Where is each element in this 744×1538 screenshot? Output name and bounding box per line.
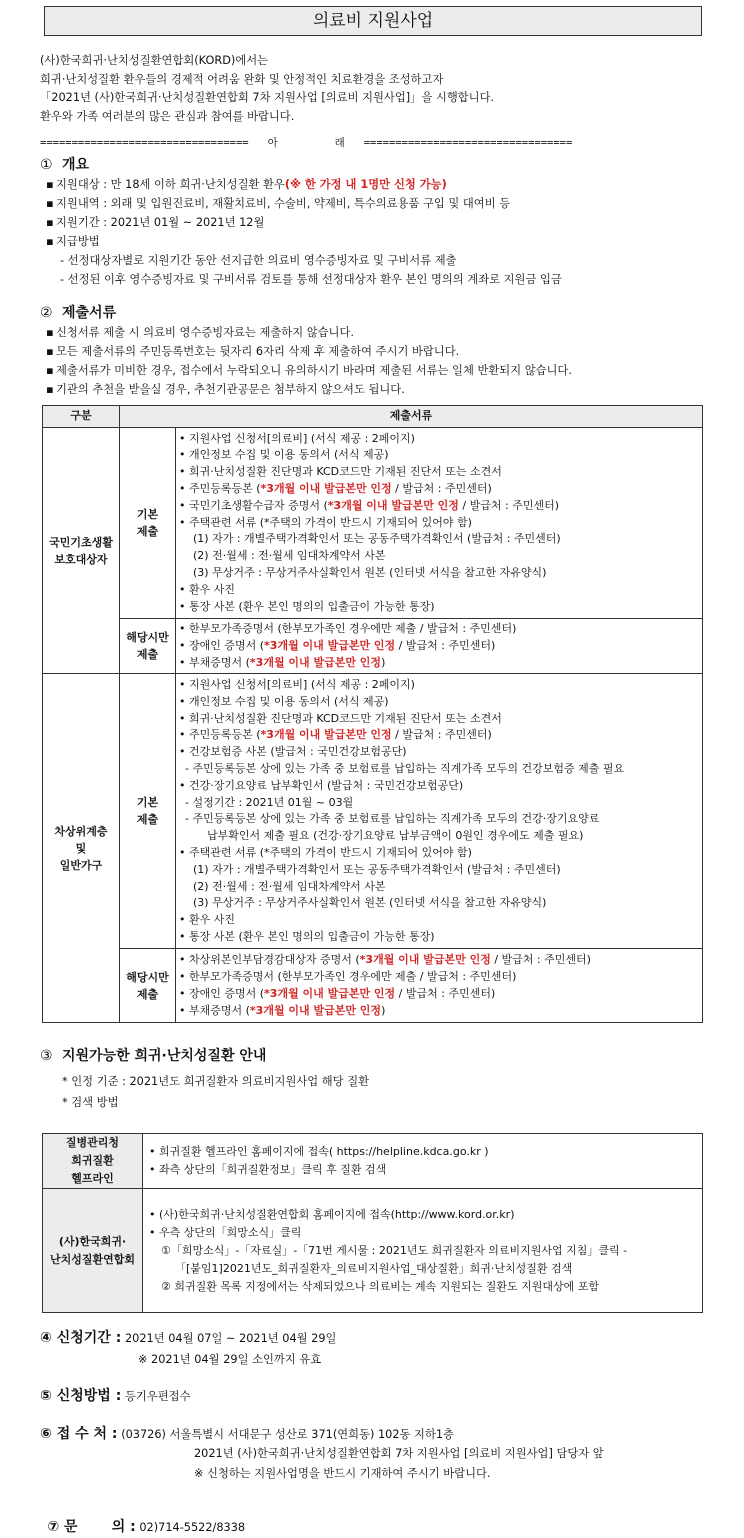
conditional-submit-list: • 차상위본인부담경감대상자 증명서 (*3개월 이내 발급본만 인정 / 발급처 : 주민센터) • 한부모가족증명서 (한부모가족인 경우에만 제출 / 발급처 : 주민센터) • 장애인 증명서 (*3개월 이내 발급본만 인정 / 발급처 : 주민센터) • 부채증명서 (*3개월 이내 발급본만 인정) [176, 949, 703, 1023]
basic-submit-label: 기본 제출 [120, 674, 176, 949]
header-documents: 제출서류 [120, 406, 703, 428]
overview-method-1: - 선정대상자별로 지원기간 동안 선지급한 의료비 영수증빙자료 및 구비서류 제출 [60, 254, 457, 267]
section-heading: ③ 지원가능한 희귀·난치성질환 안내 [40, 1048, 267, 1064]
divider: ================================= 아 래 ================================= [40, 137, 573, 149]
section-diseases [40, 1046, 266, 1066]
intro-line: 환우와 가족 여러분의 많은 관심과 참여를 바랍니다. [40, 109, 295, 123]
documents-table [42, 405, 703, 1023]
section-documents [40, 303, 572, 399]
doc-note: ▪ 제출서류가 미비한 경우, 접수에서 누락되오니 유의하시기 바라며 제출된 서류는 일체 반환되지 않습니다. [46, 364, 572, 377]
doc-note: ▪ 모든 제출서류의 주민등록번호는 뒷자리 6자리 삭제 후 제출하여 주시기 바랍니다. [46, 345, 460, 358]
intro-line: (사)한국희귀·난치성질환연합회(KORD)에서는 [40, 54, 269, 67]
intro-line: 희귀·난치성질환 환우들의 경제적 어려움 완화 및 안정적인 치료환경을 조성하고자 [40, 72, 444, 86]
conditional-submit-list: • 한부모가족증명서 (한부모가족인 경우에만 제출 / 발급처 : 주민센터) • 장애인 증명서 (*3개월 이내 발급본만 인정 / 발급처 : 주민센터) • 부채증명서 (*3개월 이내 발급본만 인정) [176, 619, 703, 674]
section-heading: ② 제출서류 [40, 305, 117, 321]
doc-note: ▪ 기관의 추천을 받을실 경우, 추천기관공문은 첨부하지 않으셔도 됩니다. [46, 383, 405, 396]
conditional-submit-label: 해당시만 제출 [120, 949, 176, 1023]
intro-text [40, 52, 710, 126]
basic-submit-label: 기본 제출 [120, 428, 176, 619]
section-overview [40, 155, 562, 289]
overview-target: ▪ 지원대상 : 만 18세 이하 희귀·난치성질환 환우(※ 한 가정 내 1명만 신청 가능) [46, 178, 447, 191]
doc-note: ▪ 신청서류 제출 시 의료비 영수증빙자료는 제출하지 않습니다. [46, 326, 354, 339]
address-note: ※ 신청하는 지원사업명을 반드시 기재하여 주시기 바랍니다. [194, 1467, 491, 1480]
overview-period: ▪ 지원기간 : 2021년 01월 ~ 2021년 12월 [46, 216, 265, 229]
overview-method: ▪ 지급방법 [46, 235, 100, 248]
section-period: ④ 신청기간 : 2021년 04월 07일 ~ 2021년 04월 29일 [40, 1330, 337, 1346]
category-basic-livelihood: 국민기초생활 보호대상자 [43, 428, 120, 674]
kord-steps: • (사)한국희귀·난치성질환연합회 홈페이지에 접속(http://www.kord.or.kr) • 우측 상단의「희망소식」클릭 ①「희망소식」-「자료실」-「71번 게시물 : 2021년도 희귀질환자 의료비지원사업 지침」클릭 - 「[붙임1]2021년도_희귀질환자_의료비지원사업_대상질환」희귀·난치성질환 검색 ② 희귀질환 목록 지정에서는 삭제되었으나 의료비는 계속 지원되는 질환도 지원대상에 포함 [143, 1189, 703, 1313]
overview-method-2: - 선정된 이후 영수증빙자료 및 구비서류 검토를 통해 선정대상자 환우 본인 명의의 계좌로 지원금 입금 [60, 273, 562, 286]
basic-submit-list: • 지원사업 신청서[의료비] (서식 제공 : 2페이지) • 개인정보 수집 및 이용 동의서 (서식 제공) • 희귀·난치성질환 진단명과 KCD코드만 기재된 진단서 또는 소견서 • 주민등록등본 (*3개월 이내 발급본만 인정 / 발급처 : 주민센터) • 건강보험증 사본 (발급처 : 국민건강보험공단) - 주민등록등본 상에 있는 가족 중 보험료를 납입하는 직계가족 모두의 건강보험증 제출 필요 • 건강·장기요양료 납부확인서 (발급처 : 국민건강보험공단) - 설정기간 : 2021년 01월 ~ 03월 - 주민등록등본 상에 있는 가족 중 보험료를 납입하는 직계가족 모두의 건강·장기요양료 납부확인서 제출 필요 (건강·장기요양료 납부금액이 0원인 경우에도 제출 필요) • 주택관련 서류 (*주택의 가격이 반드시 기재되어 있어야 함) (1) 자가 : 개별주택가격확인서 또는 공동주택가격확인서 (발급처 : 주민센터) (2) 전·월세 : 전·월세 임대차계약서 사본 (3) 무상거주 : 무상거주사실확인서 원본 (인터넷 서식을 참고한 자유양식) • 환우 사진 • 통장 사본 (환우 본인 명의의 입출금이 가능한 통장) [176, 674, 703, 949]
section-method: ⑤ 신청방법 : 등기우편접수 [40, 1388, 191, 1404]
page-title: 의료비 지원사업 [44, 6, 702, 36]
header-category: 구분 [43, 406, 120, 428]
helpline-steps: • 희귀질환 헬프라인 홈페이지에 접속( https://helpline.kdca.go.kr ) • 좌측 상단의「희귀질환정보」클릭 후 질환 검색 [143, 1134, 703, 1189]
conditional-submit-label: 해당시만 제출 [120, 619, 176, 674]
section-heading: ① 개요 [40, 157, 90, 173]
disease-info: * 인정 기준 : 2021년도 희귀질환자 의료비지원사업 해당 질환 * 검색 방법 [62, 1075, 370, 1109]
basic-submit-list: • 지원사업 신청서[의료비] (서식 제공 : 2페이지) • 개인정보 수집 및 이용 동의서 (서식 제공) • 희귀·난치성질환 진단명과 KCD코드만 기재된 진단서 또는 소견서 • 주민등록등본 (*3개월 이내 발급본만 인정 / 발급처 : 주민센터) • 국민기초생활수급자 증명서 (*3개월 이내 발급본만 인정 / 발급처 : 주민센터) • 주택관련 서류 (*주택의 가격이 반드시 기재되어 있어야 함) (1) 자가 : 개별주택가격확인서 또는 공동주택가격확인서 (발급처 : 주민센터) (2) 전·월세 : 전·월세 임대차계약서 사본 (3) 무상거주 : 무상거주사실확인서 원본 (인터넷 서식을 참고한 자유양식) • 환우 사진 • 통장 사본 (환우 본인 명의의 입출금이 가능한 통장) [176, 428, 703, 619]
category-near-poverty: 차상위계층 및 일반가구 [43, 674, 120, 1023]
intro-line: 「2021년 (사)한국희귀·난치성질환연합회 7차 지원사업 [의료비 지원사업]」을 시행합니다. [40, 91, 495, 104]
search-guide-table [42, 1133, 703, 1313]
section-address: ⑥ 접 수 처 : (03726) 서울특별시 서대문구 성산로 371(연희동) 102동 지하1층 [40, 1426, 454, 1442]
address-line: 2021년 (사)한국희귀·난치성질환연합회 7차 지원사업 [의료비 지원사업] 담당자 앞 [194, 1447, 604, 1460]
helpline-label: 질병관리청 희귀질환 헬프라인 [43, 1134, 143, 1189]
overview-content: ▪ 지원내역 : 외래 및 입원진료비, 재활치료비, 수술비, 약제비, 특수의료용품 구입 및 대여비 등 [46, 197, 511, 210]
kord-label: (사)한국희귀· 난치성질환연합회 [43, 1189, 143, 1313]
period-note: ※ 2021년 04월 29일 소인까지 유효 [138, 1353, 322, 1366]
section-contact: ⑦ 문 의 : 02)714-5522/8338 [47, 1519, 246, 1536]
